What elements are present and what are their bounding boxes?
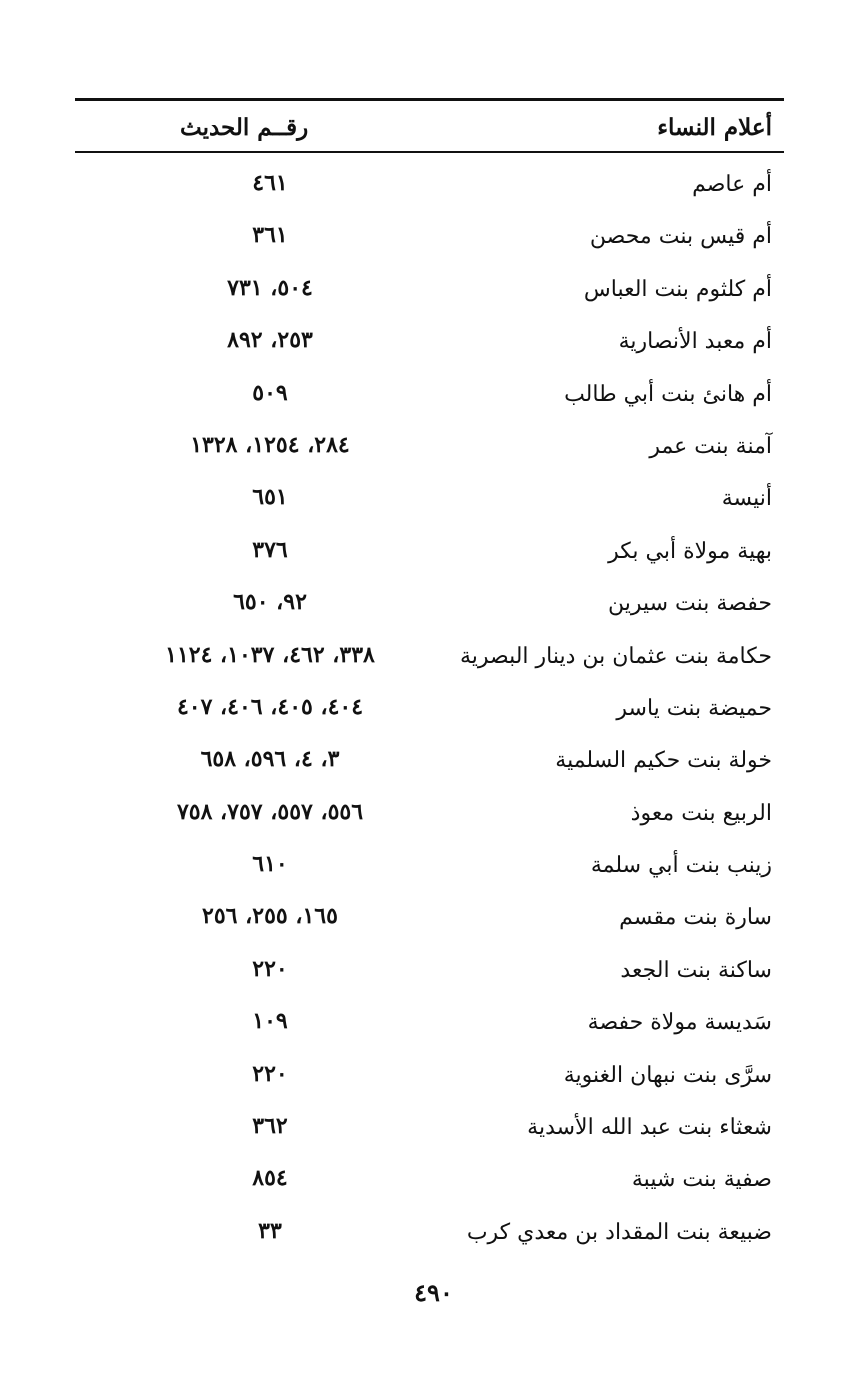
woman-name: حكامة بنت عثمان بن دينار البصرية (459, 643, 772, 669)
woman-name: سارة بنت مقسم (619, 905, 772, 931)
woman-name: صفية بنت شيبة (631, 1167, 772, 1193)
hadith-numbers: ٣٧٦ (252, 536, 288, 563)
woman-name: آمنة بنت عمر (649, 433, 772, 459)
hadith-numbers: ٨٥٤ (252, 1165, 288, 1192)
woman-name: أم هانئ بنت أبي طالب (564, 381, 772, 407)
table-row (75, 738, 784, 790)
header-names-column: أعلام النساء (657, 114, 772, 141)
table-row (75, 162, 784, 214)
hadith-numbers: ٣٣٨، ٤٦٢، ١٠٣٧، ١١٢٤ (165, 641, 375, 668)
hadith-numbers: ٥٠٤، ٧٣١ (227, 274, 313, 301)
table-row (75, 267, 784, 319)
hadith-numbers: ٤٠٤، ٤٠٥، ٤٠٦، ٤٠٧ (176, 693, 364, 720)
table-row (75, 686, 784, 738)
table-row (75, 581, 784, 633)
table-row (75, 1157, 784, 1209)
hadith-numbers: ٢٥٣، ٨٩٢ (227, 327, 313, 354)
header-rule (75, 151, 784, 153)
table-row (75, 424, 784, 476)
woman-name: أم عاصم (692, 172, 772, 197)
woman-name: أم معبد الأنصارية (618, 329, 772, 355)
woman-name: ساكنة بنت الجعد (620, 957, 772, 983)
hadith-numbers: ٣٦١ (252, 222, 288, 249)
woman-name: حميضة بنت ياسر (616, 695, 772, 721)
hadith-numbers: ٦١٠ (252, 851, 288, 878)
index-table (75, 162, 784, 1262)
hadith-numbers: ٤٦١ (252, 170, 288, 196)
woman-name: الربيع بنت معوذ (630, 800, 772, 826)
woman-name: خولة بنت حكيم السلمية (555, 748, 772, 774)
woman-name: أم كلثوم بنت العباس (583, 276, 772, 302)
hadith-numbers: ٦٥١ (252, 484, 288, 511)
table-row (75, 895, 784, 947)
hadith-numbers: ٩٢، ٦٥٠ (233, 589, 307, 616)
hadith-numbers: ٣٦٢ (252, 1113, 288, 1140)
woman-name: زينب بنت أبي سلمة (590, 853, 772, 879)
table-row (75, 476, 784, 528)
hadith-numbers: ٣، ٤، ٥٩٦، ٦٥٨ (200, 746, 340, 773)
woman-name: حفصة بنت سيرين (607, 591, 772, 617)
hadith-numbers: ٥٠٩ (252, 379, 288, 406)
table-row (75, 1000, 784, 1052)
hadith-numbers: ٢٢٠ (252, 955, 288, 982)
woman-name: بهية مولاة أبي بكر (608, 538, 772, 564)
table-row (75, 1105, 784, 1157)
hadith-numbers: ١٦٥، ٢٥٥، ٢٥٦ (202, 903, 338, 930)
page-number: ٤٩٠ (414, 1278, 453, 1307)
woman-name: شعثاء بنت عبد الله الأسدية (527, 1115, 772, 1141)
hadith-numbers: ٣٣ (258, 1217, 282, 1244)
header-hadith-number-column: رقــم الحديث (180, 114, 309, 141)
woman-name: أنيسة (721, 486, 772, 512)
woman-name: سرَّى بنت نبهان الغنوية (563, 1062, 772, 1088)
top-rule (75, 98, 784, 101)
woman-name: سَديسة مولاة حفصة (587, 1010, 772, 1036)
table-row (75, 1053, 784, 1105)
woman-name: ضبيعة بنت المقداد بن معدي كرب (466, 1219, 772, 1245)
hadith-numbers: ٢٨٤، ١٢٥٤، ١٣٢٨ (190, 431, 350, 458)
hadith-numbers: ١٠٩ (252, 1008, 288, 1035)
table-row (75, 948, 784, 1000)
table-row (75, 1210, 784, 1262)
table-row (75, 372, 784, 424)
woman-name: أم قيس بنت محصن (589, 224, 772, 250)
table-row (75, 843, 784, 895)
hadith-numbers: ٢٢٠ (252, 1060, 288, 1087)
table-row (75, 319, 784, 371)
table-row (75, 214, 784, 266)
hadith-numbers: ٥٥٦، ٥٥٧، ٧٥٧، ٧٥٨ (176, 798, 364, 825)
table-header (75, 108, 784, 148)
table-row (75, 529, 784, 581)
table-row (75, 634, 784, 686)
table-row (75, 791, 784, 843)
